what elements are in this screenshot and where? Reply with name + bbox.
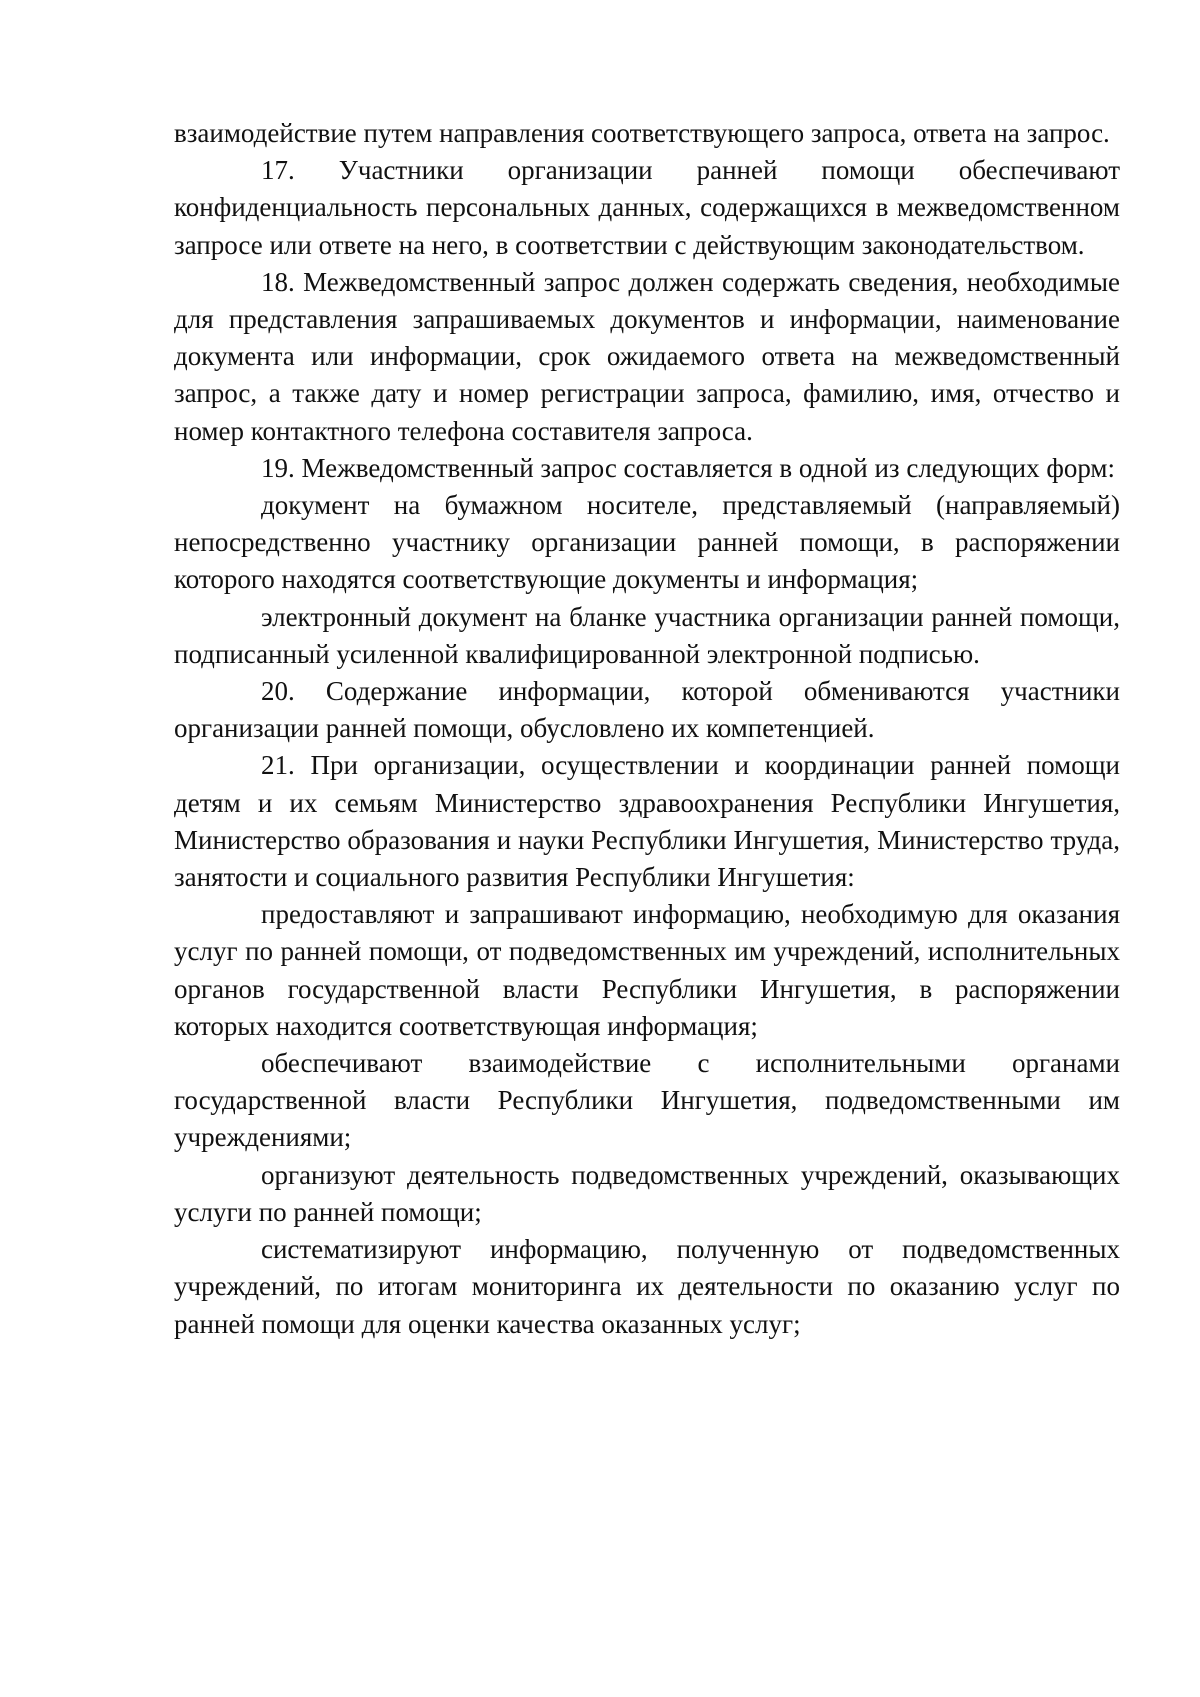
- paragraph-21-item-organize: организуют деятельность подведомственных учреждений, оказывающих услуги по ранней помощи;: [174, 1159, 1120, 1227]
- paragraph-19: 19. Межведомственный запрос составляется в одной из следующих форм:: [261, 452, 1115, 483]
- paragraph-21-item-cooperate: обеспечивают взаимодействие с исполнительными органами государственной власти Республики Ингушетия, подведомственными им учреждениями;: [174, 1048, 1120, 1153]
- paragraph-19-form-paper: документ на бумажном носителе, представляемый (направляемый) непосредственно участнику организации ранней помощи, в распоряжении которого находятся соответствующие документы и информация;: [174, 490, 1120, 595]
- paragraph-continuation: взаимодействие путем направления соответствующего запроса, ответа на запрос.: [174, 118, 1110, 148]
- paragraph-19-form-electronic: электронный документ на бланке участника организации ранней помощи, подписанный усиленной квалифицированной электронной подписью.: [174, 601, 1120, 669]
- paragraph-21-item-provide: предоставляют и запрашивают информацию, необходимую для оказания услуг по ранней помощи, от подведомственных им учреждений, исполнительных органов государственной власти Республики Ингушетия, в распоряжении которых находится соответствующая информация;: [174, 899, 1120, 1041]
- paragraph-21-item-systematize: систематизируют информацию, полученную от подведомственных учреждений, по итогам мониторинга их деятельности по оказанию услуг по ранней помощи для оценки качества оказанных услуг;: [174, 1234, 1120, 1339]
- paragraph-17: 17. Участники организации ранней помощи обеспечивают конфиденциальность персональных данных, содержащихся в межведомственном запросе или ответе на него, в соответствии с действующим законодательством.: [174, 155, 1120, 260]
- paragraph-21: 21. При организации, осуществлении и координации ранней помощи детям и их семьям Министерство здравоохранения Республики Ингушетия, Министерство образования и науки Республики Ингушетия, Министерство труда, занятости и социального развития Республики Ингушетия:: [174, 750, 1120, 893]
- paragraph-20: 20. Содержание информации, которой обмениваются участники организации ранней помощи, обусловлено их компетенцией.: [174, 676, 1120, 744]
- document-body: [174, 115, 1120, 1343]
- paragraph-18: 18. Межведомственный запрос должен содержать сведения, необходимые для представления запрашиваемых документов и информации, наименование документа или информации, срок ожидаемого ответа на межведомственный запрос, а также дату и номер регистрации запроса, фамилию, имя, отчество и номер контактного телефона составителя запроса.: [174, 266, 1120, 446]
